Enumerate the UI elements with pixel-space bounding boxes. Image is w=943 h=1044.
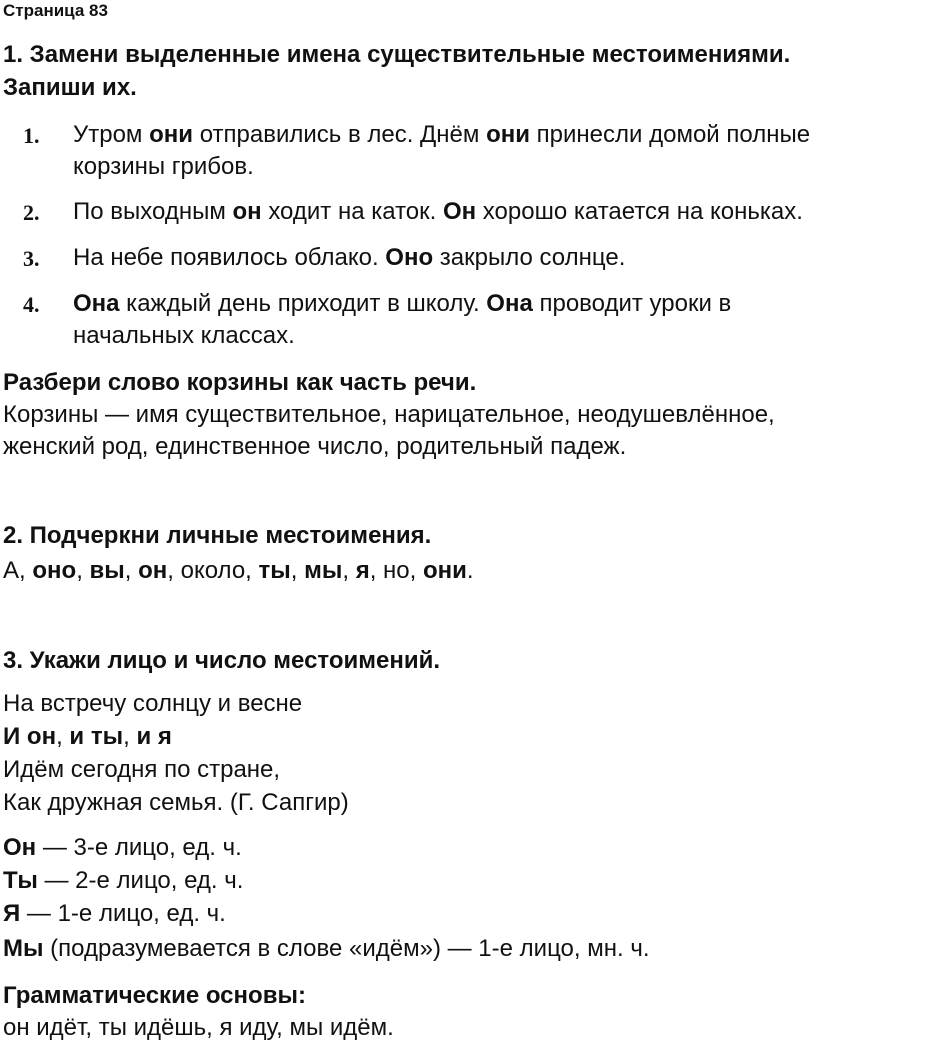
pronoun: Ты	[3, 867, 38, 894]
text: — 1-е лицо, ед. ч.	[20, 900, 226, 927]
basis-title: Грамматические основы:	[3, 982, 306, 1009]
word: .	[466, 557, 474, 584]
task3-title: 3. Укажи лицо и число местоимений.	[3, 647, 441, 674]
text: По выходным	[73, 198, 233, 225]
pronoun: он	[232, 198, 262, 225]
answer-line	[3, 832, 242, 864]
pronoun: Она	[486, 290, 533, 317]
text: каждый день приходит в школу.	[119, 290, 487, 317]
item-number: 4.	[23, 292, 40, 317]
word: , но,	[369, 557, 423, 584]
poem-line3: Идём сегодня по стране,	[3, 756, 281, 783]
pronoun: и я	[136, 723, 172, 750]
pronoun: они	[149, 121, 194, 148]
text: ходит на каток.	[261, 198, 443, 225]
word: ,	[342, 557, 356, 584]
task2-words	[3, 555, 474, 587]
answer-line	[3, 933, 650, 965]
pronoun: Он	[442, 198, 477, 225]
word: ,	[76, 557, 90, 584]
pronoun: Она	[73, 290, 120, 317]
pronoun: и ты	[69, 723, 124, 750]
item-1-line1	[73, 119, 810, 151]
word-pronoun: вы	[89, 557, 125, 584]
text: Утром	[73, 121, 150, 148]
word-pronoun: оно	[32, 557, 77, 584]
answer-line	[3, 865, 243, 897]
word: ,	[19, 557, 33, 584]
task1-title-line2: Запиши их.	[3, 74, 137, 101]
parse-title: Разбери слово корзины как часть речи.	[3, 369, 477, 396]
text: ,	[123, 723, 137, 750]
poem-line2	[3, 721, 172, 753]
pronoun: они	[486, 121, 530, 148]
text: ,	[56, 723, 70, 750]
word-pronoun: он	[138, 557, 168, 584]
poem-line1: На встречу солнцу и весне	[3, 690, 303, 717]
parse-line1: Корзины — имя существительное, нарицательное, неодушевлённое,	[3, 401, 775, 428]
pronoun: Мы	[3, 935, 44, 962]
pronoun: Я	[3, 900, 21, 927]
pronoun: Он	[3, 834, 37, 861]
task2-title: 2. Подчеркни личные местоимения.	[3, 522, 432, 549]
item-3-line1	[73, 242, 625, 274]
text: хорошо катается на коньках.	[476, 198, 803, 225]
text: отправились в лес. Днём	[193, 121, 487, 148]
word-pronoun: они	[423, 557, 467, 584]
text: — 3-е лицо, ед. ч.	[36, 834, 242, 861]
poem-line4: Как дружная семья. (Г. Сапгир)	[3, 789, 349, 816]
word: ,	[124, 557, 139, 584]
parse-line2: женский род, единственное число, родительный падеж.	[3, 433, 627, 460]
item-number: 1.	[23, 123, 40, 148]
word: А	[3, 557, 20, 584]
text: принесли домой полные	[530, 121, 811, 148]
text: проводит уроки в	[532, 290, 732, 317]
pronoun: Оно	[385, 244, 434, 271]
item-2-line1	[73, 196, 803, 228]
text: — 2-е лицо, ед. ч.	[37, 867, 244, 894]
text: На небе появилось облако.	[73, 244, 386, 271]
page-header: Страница 83	[3, 1, 108, 20]
word-pronoun: ты	[258, 557, 291, 584]
item-4-line1	[73, 288, 731, 320]
item-number: 3.	[23, 246, 40, 271]
basis-text: он идёт, ты идёшь, я иду, мы идём.	[3, 1014, 394, 1041]
word-pronoun: мы	[304, 557, 343, 584]
text: (подразумевается в слове «идём») — 1-е лицо, мн. ч.	[43, 935, 650, 962]
item-1-line2: корзины грибов.	[73, 153, 254, 180]
pronoun: И он	[3, 723, 57, 750]
item-number: 2.	[23, 200, 40, 225]
item-4-line2: начальных классах.	[73, 322, 295, 349]
word-pronoun: я	[355, 557, 370, 584]
task1-title-line1: 1. Замени выделенные имена существительные местоимениями.	[3, 41, 791, 68]
word: ,	[290, 557, 305, 584]
answer-line	[3, 898, 226, 930]
word: , около,	[167, 557, 259, 584]
text: закрыло солнце.	[433, 244, 626, 271]
